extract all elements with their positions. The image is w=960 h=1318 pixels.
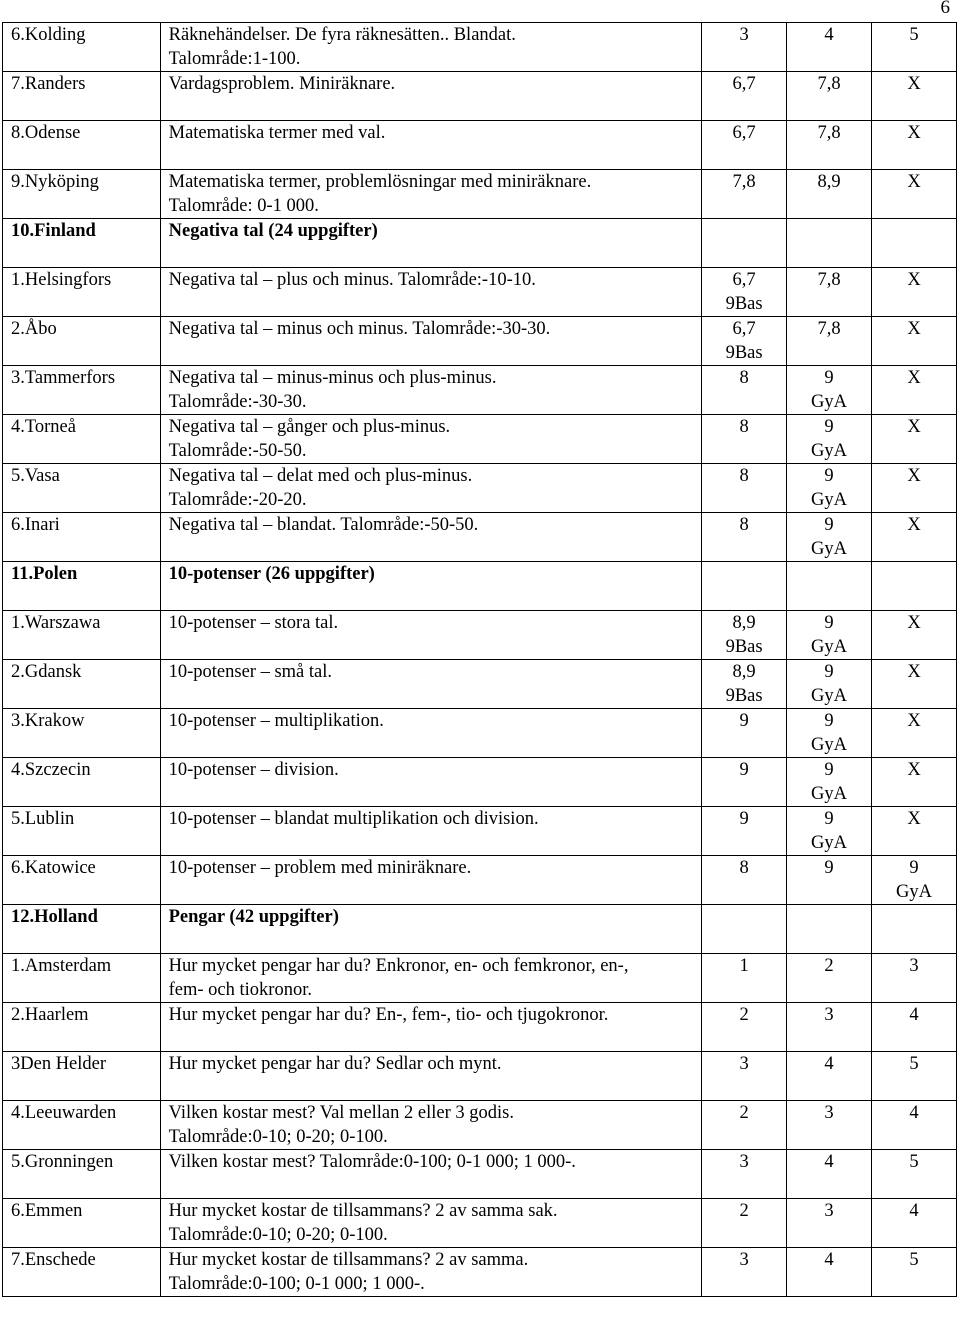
level-value: 9 bbox=[824, 711, 834, 731]
level-cell-3 bbox=[872, 660, 957, 709]
description-line: 10-potenser (26 uppgifter) bbox=[168, 564, 375, 584]
level-cell-3 bbox=[872, 23, 957, 72]
exercise-name: 9.Nyköping bbox=[3, 170, 161, 219]
level-value: 9 bbox=[824, 858, 834, 878]
exercise-description bbox=[160, 1199, 701, 1248]
level-cell-2 bbox=[787, 415, 872, 464]
level-value: GyA bbox=[811, 490, 848, 510]
level-value: 9 bbox=[909, 858, 919, 878]
exercise-description bbox=[160, 366, 701, 415]
level-value: 7,8 bbox=[732, 172, 756, 192]
level-cell-2 bbox=[787, 905, 872, 954]
level-value: X bbox=[907, 172, 921, 192]
level-cell-3 bbox=[872, 464, 957, 513]
level-cell-1 bbox=[702, 758, 787, 807]
level-cell-3 bbox=[872, 268, 957, 317]
table-row bbox=[3, 268, 957, 317]
exercise-description bbox=[160, 562, 701, 611]
description-line: 10-potenser – stora tal. bbox=[168, 613, 339, 633]
level-value: 6,7 bbox=[732, 123, 756, 143]
level-cell-2 bbox=[787, 954, 872, 1003]
description-line: Talområde:-50-50. bbox=[168, 441, 307, 461]
level-value: X bbox=[907, 662, 921, 682]
exercise-name: 5.Vasa bbox=[3, 464, 161, 513]
description-line: Talområde:0-10; 0-20; 0-100. bbox=[168, 1225, 388, 1245]
level-cell-3 bbox=[872, 856, 957, 905]
table-row bbox=[3, 1199, 957, 1248]
level-cell-3 bbox=[872, 1150, 957, 1199]
description-line: Matematiska termer med val. bbox=[168, 123, 386, 143]
exercise-name: 2.Haarlem bbox=[3, 1003, 161, 1052]
level-value: 7,8 bbox=[817, 123, 841, 143]
level-value: 8 bbox=[739, 858, 749, 878]
table-row bbox=[3, 954, 957, 1003]
exercise-name: 6.Kolding bbox=[3, 23, 161, 72]
description-line: Talområde:-30-30. bbox=[168, 392, 307, 412]
description-line: Vilken kostar mest? Val mellan 2 eller 3 godis. bbox=[168, 1103, 514, 1123]
description-line: Hur mycket pengar har du? Sedlar och mynt. bbox=[168, 1054, 502, 1074]
table-row bbox=[3, 72, 957, 121]
table-row bbox=[3, 464, 957, 513]
exercise-description bbox=[160, 121, 701, 170]
level-value: X bbox=[907, 809, 921, 829]
exercise-name: 5.Lublin bbox=[3, 807, 161, 856]
level-cell-1 bbox=[702, 1199, 787, 1248]
exercise-description bbox=[160, 954, 701, 1003]
level-cell-1 bbox=[702, 807, 787, 856]
level-value: 3 bbox=[909, 956, 919, 976]
exercise-name: 12.Holland bbox=[3, 905, 161, 954]
exercise-description bbox=[160, 758, 701, 807]
level-value: X bbox=[907, 368, 921, 388]
level-value: 8 bbox=[739, 368, 749, 388]
table-row bbox=[3, 1101, 957, 1150]
level-value: 8,9 bbox=[732, 613, 756, 633]
exercise-name: 6.Emmen bbox=[3, 1199, 161, 1248]
level-cell-3 bbox=[872, 72, 957, 121]
table-row bbox=[3, 856, 957, 905]
level-cell-3 bbox=[872, 317, 957, 366]
level-cell-2 bbox=[787, 611, 872, 660]
level-cell-1 bbox=[702, 709, 787, 758]
level-value: X bbox=[907, 711, 921, 731]
exercise-name: 3.Krakow bbox=[3, 709, 161, 758]
level-cell-1 bbox=[702, 23, 787, 72]
exercise-description bbox=[160, 1003, 701, 1052]
level-value: 9 bbox=[824, 515, 834, 535]
level-cell-3 bbox=[872, 562, 957, 611]
exercise-name: 8.Odense bbox=[3, 121, 161, 170]
level-value: 9Bas bbox=[725, 686, 763, 706]
level-value: 1 bbox=[739, 956, 749, 976]
exercise-name: 1.Helsingfors bbox=[3, 268, 161, 317]
level-value: 4 bbox=[824, 25, 834, 45]
level-cell-1 bbox=[702, 170, 787, 219]
level-cell-3 bbox=[872, 170, 957, 219]
page-number: 6 bbox=[940, 0, 950, 18]
level-value: 5 bbox=[909, 25, 919, 45]
level-value: 4 bbox=[824, 1054, 834, 1074]
level-cell-3 bbox=[872, 807, 957, 856]
level-cell-1 bbox=[702, 464, 787, 513]
table-row bbox=[3, 121, 957, 170]
exercise-name: 2.Åbo bbox=[3, 317, 161, 366]
exercise-description bbox=[160, 611, 701, 660]
exercise-name: 11.Polen bbox=[3, 562, 161, 611]
level-value: 7,8 bbox=[817, 74, 841, 94]
level-cell-1 bbox=[702, 513, 787, 562]
level-value: 2 bbox=[739, 1005, 749, 1025]
exercise-description bbox=[160, 170, 701, 219]
table-row bbox=[3, 317, 957, 366]
section-row bbox=[3, 219, 957, 268]
level-cell-3 bbox=[872, 1199, 957, 1248]
level-cell-2 bbox=[787, 1199, 872, 1248]
table-row bbox=[3, 1052, 957, 1101]
level-cell-1 bbox=[702, 415, 787, 464]
level-value: 5 bbox=[909, 1152, 919, 1172]
level-cell-2 bbox=[787, 513, 872, 562]
level-value: 4 bbox=[824, 1152, 834, 1172]
description-line: Negativa tal – blandat. Talområde:-50-50. bbox=[168, 515, 479, 535]
level-value: 8 bbox=[739, 417, 749, 437]
description-line: Matematiska termer, problemlösningar med miniräknare. bbox=[168, 172, 592, 192]
level-cell-1 bbox=[702, 562, 787, 611]
table-row bbox=[3, 611, 957, 660]
description-line: Talområde:0-100; 0-1 000; 1 000-. bbox=[168, 1274, 425, 1294]
exercise-description bbox=[160, 1150, 701, 1199]
level-cell-3 bbox=[872, 415, 957, 464]
exercise-table-body bbox=[3, 23, 957, 1297]
level-value: X bbox=[907, 319, 921, 339]
level-value: 6,7 bbox=[732, 74, 756, 94]
level-cell-2 bbox=[787, 758, 872, 807]
description-line: Vilken kostar mest? Talområde:0-100; 0-1 000; 1 000-. bbox=[168, 1152, 576, 1172]
exercise-description bbox=[160, 464, 701, 513]
level-cell-2 bbox=[787, 366, 872, 415]
exercise-name: 10.Finland bbox=[3, 219, 161, 268]
level-cell-2 bbox=[787, 562, 872, 611]
level-value: 6,7 bbox=[732, 270, 756, 290]
level-value: 3 bbox=[824, 1201, 834, 1221]
level-value: 4 bbox=[909, 1005, 919, 1025]
level-value: GyA bbox=[811, 833, 848, 853]
level-value: 9Bas bbox=[725, 637, 763, 657]
exercise-description bbox=[160, 807, 701, 856]
level-value: 6,7 bbox=[732, 319, 756, 339]
description-line: fem- och tiokronor. bbox=[168, 980, 312, 1000]
table-row bbox=[3, 415, 957, 464]
description-line: Talområde: 0-1 000. bbox=[168, 196, 319, 216]
level-cell-2 bbox=[787, 464, 872, 513]
level-value: 8 bbox=[739, 515, 749, 535]
level-value: X bbox=[907, 466, 921, 486]
level-value: 9 bbox=[739, 760, 749, 780]
level-value: X bbox=[907, 417, 921, 437]
level-cell-3 bbox=[872, 219, 957, 268]
level-value: 9 bbox=[824, 662, 834, 682]
level-cell-1 bbox=[702, 72, 787, 121]
exercise-description bbox=[160, 1248, 701, 1297]
level-value: 9 bbox=[824, 613, 834, 633]
exercise-name: 7.Enschede bbox=[3, 1248, 161, 1297]
level-value: GyA bbox=[811, 392, 848, 412]
level-value: 3 bbox=[739, 25, 749, 45]
level-cell-2 bbox=[787, 709, 872, 758]
level-value: 5 bbox=[909, 1250, 919, 1270]
table-row bbox=[3, 366, 957, 415]
level-cell-2 bbox=[787, 23, 872, 72]
level-cell-1 bbox=[702, 954, 787, 1003]
level-cell-1 bbox=[702, 1101, 787, 1150]
level-cell-3 bbox=[872, 1052, 957, 1101]
level-cell-3 bbox=[872, 709, 957, 758]
description-line: Negativa tal – delat med och plus-minus. bbox=[168, 466, 473, 486]
table-row bbox=[3, 1003, 957, 1052]
level-value: 2 bbox=[739, 1103, 749, 1123]
exercise-description bbox=[160, 660, 701, 709]
level-value: 9 bbox=[739, 809, 749, 829]
exercise-name: 5.Gronningen bbox=[3, 1150, 161, 1199]
exercise-description bbox=[160, 415, 701, 464]
description-line: Pengar (42 uppgifter) bbox=[168, 907, 339, 927]
level-cell-1 bbox=[702, 366, 787, 415]
exercise-name: 4.Szczecin bbox=[3, 758, 161, 807]
description-line: Räknehändelser. De fyra räknesätten.. Blandat. bbox=[168, 25, 516, 45]
level-value: 3 bbox=[739, 1250, 749, 1270]
exercise-description bbox=[160, 268, 701, 317]
level-value: 5 bbox=[909, 1054, 919, 1074]
level-value: 8,9 bbox=[817, 172, 841, 192]
description-line: Negativa tal – gånger och plus-minus. bbox=[168, 417, 451, 437]
exercise-description bbox=[160, 905, 701, 954]
level-value: X bbox=[907, 74, 921, 94]
level-cell-1 bbox=[702, 121, 787, 170]
table-row bbox=[3, 1248, 957, 1297]
description-line: 10-potenser – multiplikation. bbox=[168, 711, 384, 731]
level-value: 9 bbox=[824, 417, 834, 437]
level-cell-3 bbox=[872, 611, 957, 660]
level-cell-2 bbox=[787, 807, 872, 856]
table-row bbox=[3, 709, 957, 758]
level-value: 7,8 bbox=[817, 270, 841, 290]
description-line: 10-potenser – blandat multiplikation och division. bbox=[168, 809, 539, 829]
table-row bbox=[3, 513, 957, 562]
level-value: X bbox=[907, 515, 921, 535]
level-cell-3 bbox=[872, 905, 957, 954]
description-line: Negativa tal – minus-minus och plus-minus. bbox=[168, 368, 497, 388]
level-value: 7,8 bbox=[817, 319, 841, 339]
level-cell-2 bbox=[787, 1248, 872, 1297]
level-value: 2 bbox=[824, 956, 834, 976]
exercise-description bbox=[160, 317, 701, 366]
level-cell-2 bbox=[787, 219, 872, 268]
description-line: 10-potenser – division. bbox=[168, 760, 339, 780]
level-value: X bbox=[907, 123, 921, 143]
exercise-name: 4.Leeuwarden bbox=[3, 1101, 161, 1150]
description-line: Hur mycket kostar de tillsammans? 2 av samma sak. bbox=[168, 1201, 558, 1221]
level-value: 8,9 bbox=[732, 662, 756, 682]
level-value: X bbox=[907, 760, 921, 780]
exercise-name: 6.Katowice bbox=[3, 856, 161, 905]
description-line: 10-potenser – problem med miniräknare. bbox=[168, 858, 472, 878]
description-line: Talområde:0-10; 0-20; 0-100. bbox=[168, 1127, 388, 1147]
level-cell-3 bbox=[872, 1101, 957, 1150]
level-value: 9 bbox=[739, 711, 749, 731]
level-value: 2 bbox=[739, 1201, 749, 1221]
table-row bbox=[3, 807, 957, 856]
section-row bbox=[3, 905, 957, 954]
level-cell-1 bbox=[702, 317, 787, 366]
exercise-name: 3Den Helder bbox=[3, 1052, 161, 1101]
exercise-description bbox=[160, 856, 701, 905]
exercise-name: 6.Inari bbox=[3, 513, 161, 562]
description-line: Talområde:1-100. bbox=[168, 49, 301, 69]
level-value: 8 bbox=[739, 466, 749, 486]
level-value: 9Bas bbox=[725, 343, 763, 363]
description-line: 10-potenser – små tal. bbox=[168, 662, 332, 682]
level-cell-1 bbox=[702, 1003, 787, 1052]
level-value: 3 bbox=[824, 1103, 834, 1123]
level-value: 9Bas bbox=[725, 294, 763, 314]
level-cell-3 bbox=[872, 121, 957, 170]
level-cell-2 bbox=[787, 660, 872, 709]
level-cell-2 bbox=[787, 1003, 872, 1052]
table-row bbox=[3, 23, 957, 72]
level-value: GyA bbox=[811, 539, 848, 559]
level-value: 9 bbox=[824, 466, 834, 486]
description-line: Negativa tal – plus och minus. Talområde:-10-10. bbox=[168, 270, 536, 290]
level-value: 3 bbox=[824, 1005, 834, 1025]
level-cell-2 bbox=[787, 856, 872, 905]
level-cell-1 bbox=[702, 856, 787, 905]
description-line: Negativa tal (24 uppgifter) bbox=[168, 221, 378, 241]
level-value: 4 bbox=[909, 1201, 919, 1221]
level-value: GyA bbox=[811, 441, 848, 461]
table-row bbox=[3, 1150, 957, 1199]
level-cell-3 bbox=[872, 513, 957, 562]
level-cell-1 bbox=[702, 219, 787, 268]
level-value: GyA bbox=[811, 735, 848, 755]
level-cell-2 bbox=[787, 268, 872, 317]
level-value: X bbox=[907, 270, 921, 290]
level-value: 4 bbox=[909, 1103, 919, 1123]
description-line: Hur mycket kostar de tillsammans? 2 av samma. bbox=[168, 1250, 529, 1270]
level-cell-1 bbox=[702, 660, 787, 709]
level-cell-1 bbox=[702, 1052, 787, 1101]
exercise-name: 3.Tammerfors bbox=[3, 366, 161, 415]
level-value: 9 bbox=[824, 760, 834, 780]
exercise-description bbox=[160, 1052, 701, 1101]
table-row bbox=[3, 758, 957, 807]
table-row bbox=[3, 170, 957, 219]
level-cell-1 bbox=[702, 1248, 787, 1297]
level-value: GyA bbox=[811, 784, 848, 804]
level-cell-1 bbox=[702, 611, 787, 660]
level-value: 4 bbox=[824, 1250, 834, 1270]
level-cell-3 bbox=[872, 366, 957, 415]
exercise-name: 2.Gdansk bbox=[3, 660, 161, 709]
level-cell-3 bbox=[872, 758, 957, 807]
exercise-name: 1.Warszawa bbox=[3, 611, 161, 660]
level-value: X bbox=[907, 613, 921, 633]
exercise-name: 7.Randers bbox=[3, 72, 161, 121]
level-cell-3 bbox=[872, 1248, 957, 1297]
level-cell-2 bbox=[787, 170, 872, 219]
description-line: Talområde:-20-20. bbox=[168, 490, 307, 510]
description-line: Hur mycket pengar har du? Enkronor, en- och femkronor, en-, bbox=[168, 956, 629, 976]
description-line: Vardagsproblem. Miniräknare. bbox=[168, 74, 396, 94]
level-value: 9 bbox=[824, 809, 834, 829]
exercise-name: 4.Torneå bbox=[3, 415, 161, 464]
level-value: GyA bbox=[811, 686, 848, 706]
level-value: 9 bbox=[824, 368, 834, 388]
level-value: GyA bbox=[811, 637, 848, 657]
level-cell-1 bbox=[702, 1150, 787, 1199]
level-value: GyA bbox=[896, 882, 932, 902]
level-value: 3 bbox=[739, 1054, 749, 1074]
description-line: Hur mycket pengar har du? En-, fem-, tio- och tjugokronor. bbox=[168, 1005, 609, 1025]
level-cell-3 bbox=[872, 1003, 957, 1052]
level-cell-2 bbox=[787, 72, 872, 121]
level-value: 3 bbox=[739, 1152, 749, 1172]
level-cell-2 bbox=[787, 1101, 872, 1150]
level-cell-1 bbox=[702, 905, 787, 954]
level-cell-2 bbox=[787, 121, 872, 170]
exercise-description bbox=[160, 513, 701, 562]
exercise-description bbox=[160, 219, 701, 268]
table-row bbox=[3, 660, 957, 709]
section-row bbox=[3, 562, 957, 611]
exercise-description bbox=[160, 72, 701, 121]
level-cell-2 bbox=[787, 1052, 872, 1101]
exercise-description bbox=[160, 709, 701, 758]
exercise-description bbox=[160, 23, 701, 72]
level-cell-2 bbox=[787, 1150, 872, 1199]
exercise-name: 1.Amsterdam bbox=[3, 954, 161, 1003]
exercise-table bbox=[2, 22, 957, 1297]
level-cell-3 bbox=[872, 954, 957, 1003]
exercise-description bbox=[160, 1101, 701, 1150]
level-cell-2 bbox=[787, 317, 872, 366]
level-cell-1 bbox=[702, 268, 787, 317]
description-line: Negativa tal – minus och minus. Talområde:-30-30. bbox=[168, 319, 551, 339]
